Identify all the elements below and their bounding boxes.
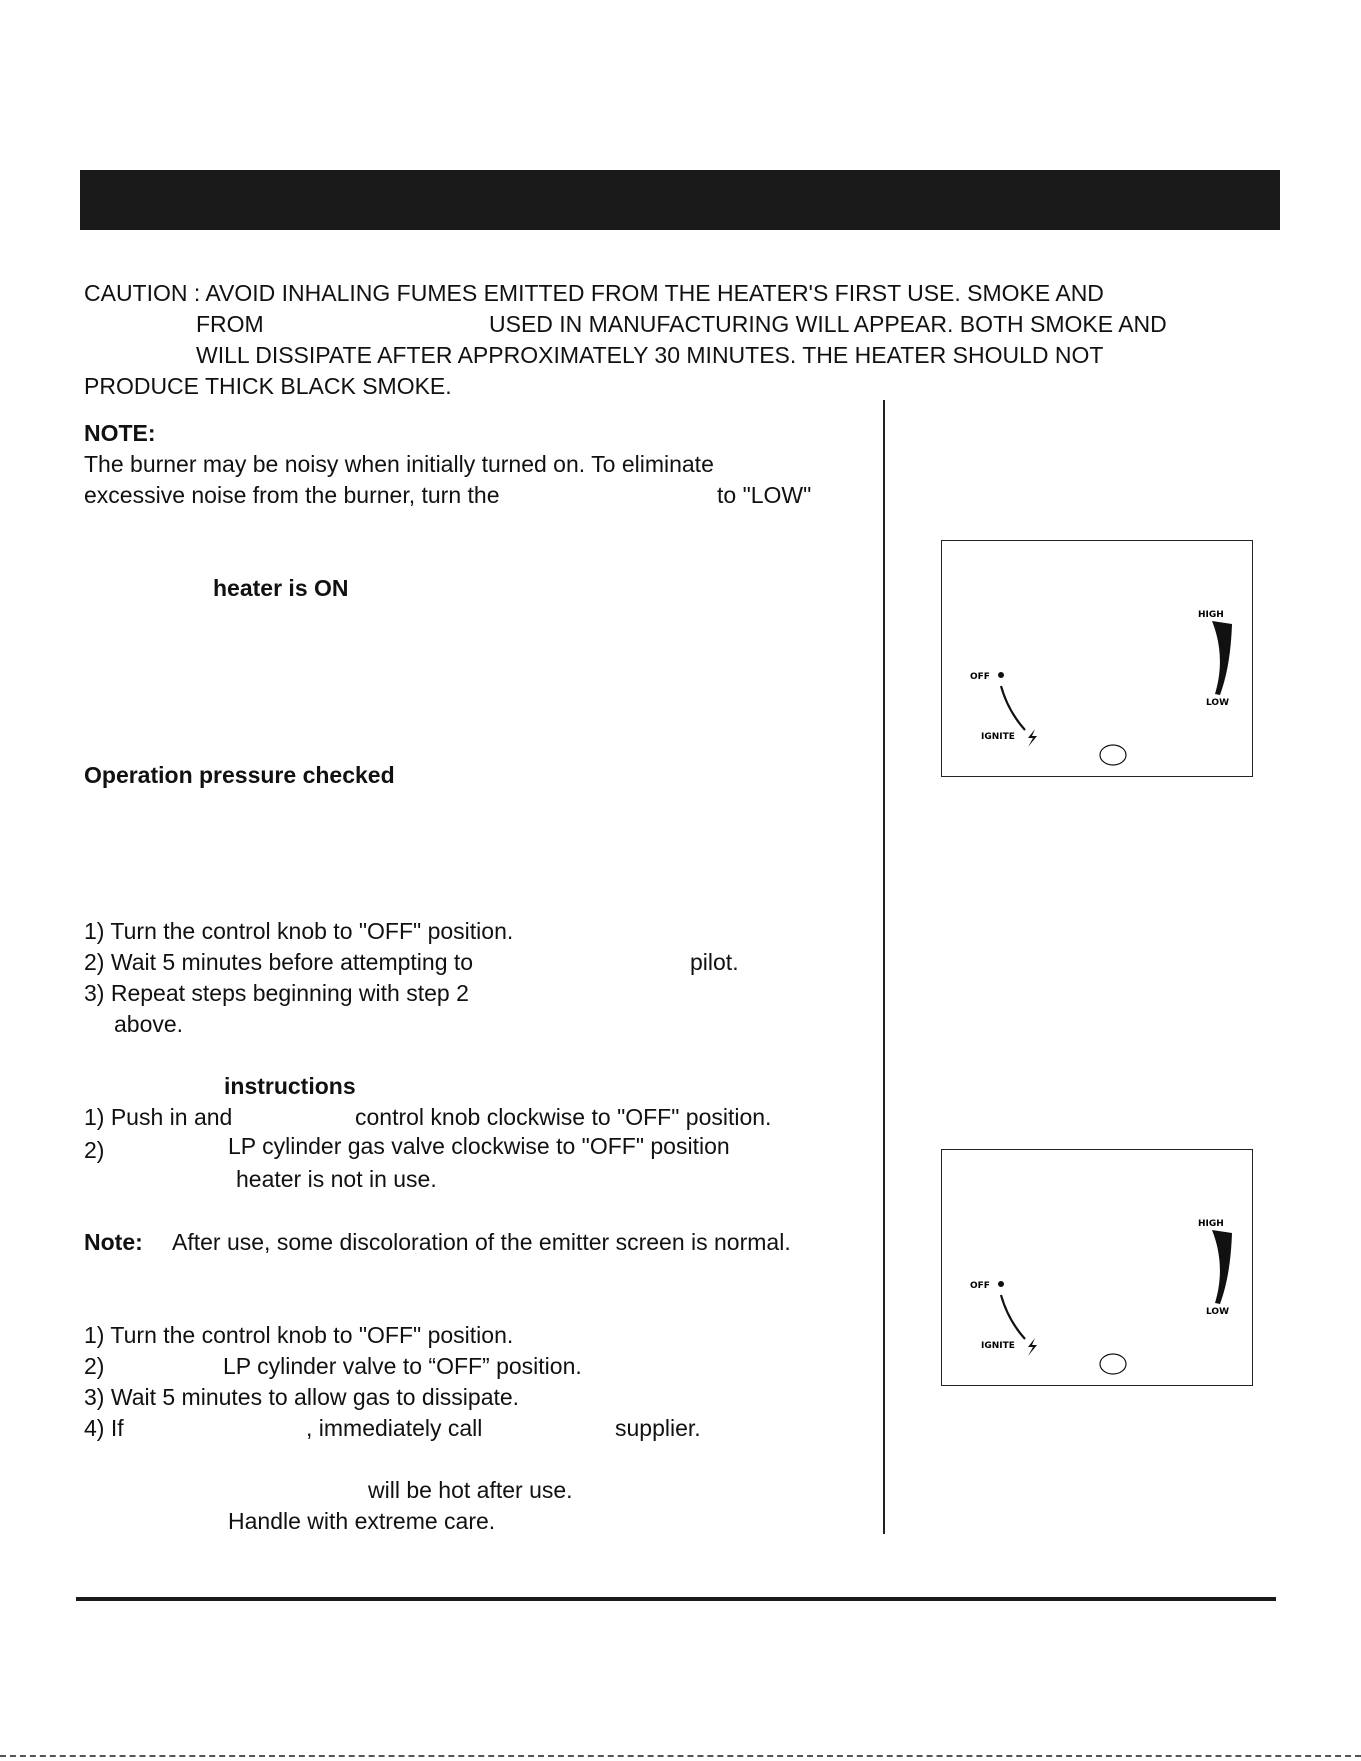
column-divider	[883, 400, 885, 1534]
shutoff-step-2-number: 2)	[84, 1137, 105, 1163]
shutoff-heading: instructions	[224, 1073, 356, 1099]
note-line-1: The burner may be noisy when initially turned on. To eliminate	[84, 451, 714, 477]
relight-step-2-start: 2) Wait 5 minutes before attempting to	[84, 949, 474, 975]
gas-step-1: 1) Turn the control knob to "OFF" position.	[84, 1322, 514, 1348]
gas-step-2-number: 2)	[84, 1353, 105, 1379]
gas-step-2-text: LP cylinder valve to “OFF” position.	[223, 1353, 582, 1379]
caution-line-1: CAUTION : AVOID INHALING FUMES EMITTED FROM THE HEATER'S FIRST USE. SMOKE AND	[84, 280, 1104, 306]
after-use-note-text: After use, some discoloration of the emitter screen is normal.	[172, 1229, 791, 1255]
off-position-dot	[998, 1281, 1004, 1287]
high-label: HIGH	[1198, 610, 1224, 620]
shutoff-step-1-end: control knob clockwise to "OFF" position.	[355, 1104, 772, 1130]
shutoff-step-2-line-2: heater is not in use.	[236, 1166, 437, 1192]
gas-step-4-start: 4) If	[84, 1415, 124, 1441]
shutoff-step-2-line-1: LP cylinder gas valve clockwise to "OFF" position	[228, 1133, 730, 1159]
caution-line-2-end: USED IN MANUFACTURING WILL APPEAR. BOTH SMOKE AND	[489, 311, 1167, 337]
relight-step-3-continued: above.	[114, 1011, 184, 1037]
flame-level-arc	[1212, 1230, 1232, 1304]
operation-pressure-heading: Operation pressure checked	[84, 762, 395, 788]
low-label: LOW	[1206, 698, 1229, 708]
low-label: LOW	[1206, 1307, 1229, 1317]
gas-step-4-middle: , immediately call	[306, 1415, 483, 1441]
shutoff-step-1-start: 1) Push in and	[84, 1104, 233, 1130]
caution-line-2-start: FROM	[196, 311, 264, 337]
knob-indicator-circle	[1100, 745, 1126, 765]
note-heading: NOTE:	[84, 420, 156, 446]
after-use-note-label: Note:	[84, 1229, 143, 1255]
caution-line-4: PRODUCE THICK BLACK SMOKE.	[84, 373, 452, 399]
high-label: HIGH	[1198, 1219, 1224, 1229]
ignite-label: IGNITE	[981, 1341, 1015, 1351]
off-label: OFF	[970, 1281, 990, 1291]
caution-line-3: WILL DISSIPATE AFTER APPROXIMATELY 30 MINUTES. THE HEATER SHOULD NOT	[196, 342, 1104, 368]
note-line-2-start: excessive noise from the burner, turn the	[84, 482, 500, 508]
hot-warning-line-2: Handle with extreme care.	[228, 1508, 496, 1534]
gas-step-3: 3) Wait 5 minutes to allow gas to dissipate.	[84, 1384, 520, 1410]
header-bar	[80, 170, 1280, 230]
gas-step-4-end: supplier.	[615, 1415, 701, 1441]
hot-warning-line-1: will be hot after use.	[368, 1477, 573, 1503]
ignite-label: IGNITE	[981, 732, 1015, 742]
off-label: OFF	[970, 672, 990, 682]
off-position-dot	[998, 672, 1004, 678]
relight-step-2-end: pilot.	[690, 949, 739, 975]
ignite-arc	[1001, 686, 1025, 730]
control-knob-diagram	[941, 540, 1253, 777]
flame-level-arc	[1212, 621, 1232, 695]
relight-step-1: 1) Turn the control knob to "OFF" position.	[84, 918, 514, 944]
footer-rule	[76, 1597, 1276, 1601]
control-knob-diagram	[941, 1149, 1253, 1386]
spark-icon	[1028, 729, 1037, 747]
page-bottom-edge	[0, 1755, 1361, 1757]
knob-indicator-circle	[1100, 1354, 1126, 1374]
spark-icon	[1028, 1338, 1037, 1356]
note-line-2-end: to "LOW"	[717, 482, 812, 508]
heater-on-heading: heater is ON	[213, 575, 349, 601]
relight-step-3: 3) Repeat steps beginning with step 2	[84, 980, 469, 1006]
ignite-arc	[1001, 1295, 1025, 1339]
